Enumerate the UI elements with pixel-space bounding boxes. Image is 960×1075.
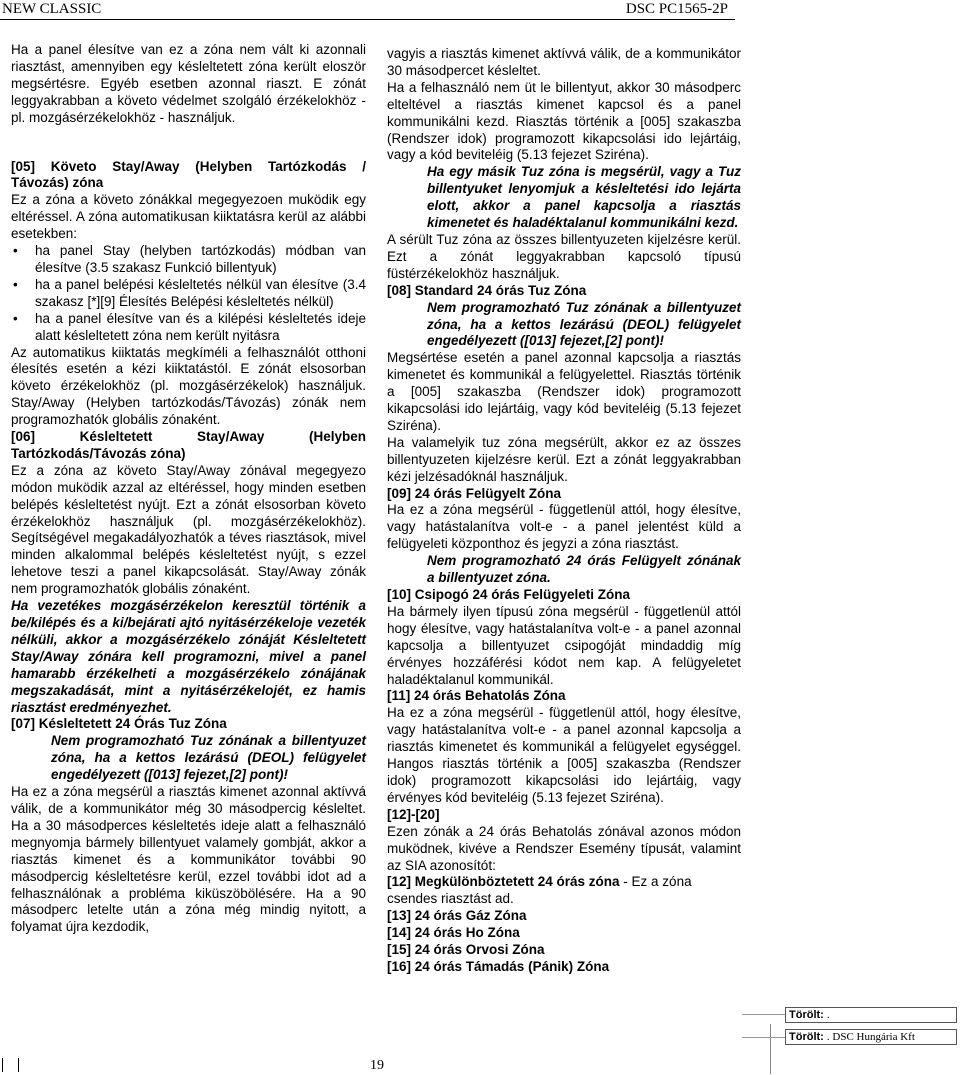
warning-note: Ha vezetékes mozgásérzékelon keresztül történik a be/kilépés és a ki/bejárati ajtó nyitásérzékeloje vezeték nélküli, akkor a mozgásérzékelo zónáját Késleltetett Stay/Away zónára kell programozni, mivel a panel hamarabb érzékelheti a mozgásérzékelo zónájának megszakadását, mint a nyitásérzékelojét, ez hamis riasztást eredményezhet. bbox=[11, 598, 366, 715]
header-left: NEW CLASSIC bbox=[2, 1, 102, 17]
deleted-label: Törölt: bbox=[789, 1031, 824, 1043]
paragraph: Ezen zónák a 24 órás Behatolás zónával azonos módon muködnek, kivéve a Rendszer Esemény típusát, valamint az SIA azonosítót: bbox=[387, 823, 741, 873]
header-rule bbox=[0, 19, 735, 20]
paragraph: Ha bármely ilyen típusú zóna megsérül - függetlenül attól hogy élesítve, vagy hatástalanítva volt-e - a panel azonnal kapcsolja a billentyuzet csipogóját mindaddig míg érvényes hozzáférési kódot nem kap. A felügyeletet haladéktalanul kommunikál. bbox=[387, 603, 741, 687]
paragraph: Ez a zóna az követo Stay/Away zónával megegyezo módon muködik azzal az eltéréssel, hogy minden esetben belépés késleltetést nyújt. Ezt a zónát elsosorban követo érzékelokhöz használjuk (pl. mozgásérzékelokhöz). Segítségével megakadályozhatók a téves riasztások, mivel minden alkalommal belépés késleltetést nyújt, s ezzel lehetove teszi a panel kikapcsolását. Stay/Away zónák nem programozhatók globális zónaként. bbox=[11, 462, 366, 597]
section-heading: [06] Késleltetett Stay/Away (Helyben Tartózkodás/Távozás zóna) bbox=[11, 429, 366, 461]
paragraph: Ez a zóna a követo zónákkal megegyezoen muködik egy eltéréssel. A zóna automatikusan kiiktatásra kerül az alábbi esetekben: bbox=[11, 192, 366, 242]
zone-heading: [14] 24 órás Ho Zóna bbox=[387, 925, 520, 941]
spacer bbox=[11, 143, 366, 159]
section-heading: [10] Csipogó 24 órás Felügyeleti Zóna bbox=[387, 587, 631, 602]
change-bar bbox=[2, 1058, 3, 1072]
paragraph: Megsértése esetén a panel azonnal kapcsolja a riasztás kimenetet és kommunikál a felügyelettel. Riasztás történik a [005] szakaszba (Rendszer idok) programozott kikapcsolási ido lejártáig, vagy kód beviteléig (5.13 fejezet Sziréna). bbox=[387, 350, 741, 433]
zone-heading: [15] 24 órás Orvosi Zóna bbox=[387, 942, 545, 958]
margin-rule bbox=[770, 1024, 771, 1074]
deleted-label: Törölt: bbox=[789, 1009, 824, 1021]
paragraph: Ha valamelyik tuz zóna megsérült, akkor ez az összes billentyuzeten kijelzésre kerül. Ezt a zónát leggyakrabban kézi jelzésadóknál használjuk. bbox=[387, 434, 741, 484]
paragraph: Az automatikus kiiktatás megkíméli a felhasználót otthoni élesítés esetén a kézi kiiktatástól. E zónát elsosorban követo érzékelokhöz (pl. mozgásérzékelok) használjuk. Stay/Away (Helyben tartózkodás/Távozás) zónák nem programozhatók globális zónaként. bbox=[11, 344, 366, 428]
section-heading: [05] Követo Stay/Away (Helyben Tartózkodás / Távozás) zóna bbox=[11, 158, 366, 191]
left-column bbox=[11, 42, 366, 936]
bullet-item: • ha panel Stay (helyben tartózkodás) módban van élesítve (3.5 szakasz Funkció billentyuk) bbox=[11, 243, 366, 277]
section-heading: [08] Standard 24 órás Tuz Zóna bbox=[387, 282, 587, 298]
deleted-comment bbox=[785, 1029, 957, 1045]
zone-description: - Ez a zóna csendes riasztást ad. bbox=[387, 874, 692, 907]
spacer bbox=[11, 127, 366, 143]
deleted-value: . DSC Hungária Kft bbox=[826, 1031, 915, 1043]
comment-connector bbox=[742, 1014, 785, 1015]
paragraph: Ha ez a zóna megsérül a riasztás kimenet azonnal aktívvá válik, de a kommunikátor még 30 másodpercig késleltet. Ha a 30 másodperces késleltetés ideje alatt a felhasználó megnyomja bármely billentyuet valamely gombját, akkor a riasztás kimenet és a kommunikátor további 90 másodpercig késleltetésre kerül, ezzel további idot ad a felhasználónak a probléma kiküszöbölésére. Ha a 90 másodperc letelte után a zóna még mindig nyitott, a folyamat újra kezdodik, bbox=[11, 784, 366, 935]
page-header bbox=[0, 0, 960, 19]
page-number: 19 bbox=[370, 1058, 384, 1073]
paragraph: Ha a felhasználó nem üt le billentyut, akkor 30 másodperc elteltével a riasztás kimenet kapcsol és a panel kommunikálni kezd. Riasztás történik a [005] szakaszba (Rendszer idok) programozott kikapcsolási ido lejártáig, vagy a kód beviteléig (5.13 fejezet Sziréna). bbox=[387, 79, 741, 163]
paragraph: vagyis a riasztás kimenet aktívvá válik, de a kommunikátor 30 másodpercet késleltet. bbox=[387, 46, 741, 78]
warning-note: Ha egy másik Tuz zóna is megsérül, vagy a Tuz billentyuket lenyomjuk a késleltetési ido lejárta elott, akkor a panel kapcsolja a riasztás kimenetet és haladéktalanul kommunikálni kezd. bbox=[427, 164, 741, 231]
paragraph: Ha ez a zóna megsérül - függetlenül attól, hogy élesítve, vagy hatástalanítva volt-e - a panel azonnal kapcsolja a riasztás kimenetet és kommunikál a felügyelet egységgel. Hangos riasztás történik a [005] szakaszba (Rendszer idok) programozott kikapcsolási ido lejártáig, vagy érvényes kód beviteléig (5.13 fejezet Sziréna). bbox=[387, 705, 741, 805]
section-heading: [12]-[20] bbox=[387, 806, 440, 822]
deleted-value: . bbox=[826, 1009, 830, 1021]
change-bar bbox=[18, 1058, 19, 1072]
section-heading: [07] Késleltetett 24 Órás Tuz Zóna bbox=[11, 716, 227, 732]
comment-connector bbox=[742, 1037, 785, 1038]
header-right: DSC PC1565-2P bbox=[625, 1, 728, 17]
warning-note: Nem programozható Tuz zónának a billentyuzet zóna, ha a kettos lezárású (DEOL) felügyelet engedélyezett ([013] fejezet,[2] pont)! bbox=[51, 733, 366, 783]
right-column bbox=[387, 46, 741, 976]
paragraph: A sérült Tuz zóna az összes billentyuzeten kijelzésre kerül. Ezt a zónát leggyakrabban kapcsoló típusú füstérzékelokhöz használjuk. bbox=[387, 231, 741, 281]
section-heading: [11] 24 órás Behatolás Zóna bbox=[387, 688, 566, 704]
warning-note: Nem programozható 24 órás Felügyelt zónának a billentyuzet zóna. bbox=[427, 553, 741, 586]
paragraph: Ha ez a zóna megsérül - függetlenül attól, hogy élesítve, vagy hatástalanítva volt-e - a panel jelentést küld a felügyeleti központhoz és jegyzi a zóna riasztást. bbox=[387, 502, 741, 552]
bullet-item: • ha a panel élesítve van és a kilépési késleltetés ideje alatt késleltetett zóna nem került nyitásra bbox=[11, 311, 366, 345]
warning-note: Nem programozható Tuz zónának a billentyuzet zóna, ha a kettos lezárású (DEOL) felügyelet engedélyezett ([013] fejezet,[2] pont)! bbox=[427, 299, 741, 349]
deleted-comment bbox=[785, 1007, 957, 1023]
bullet-item: • ha a panel belépési késleltetés nélkül van élesítve (3.4 szakasz [*][9] Élesítés Belépési késleltetés nélkül) bbox=[11, 277, 366, 311]
zone-line bbox=[387, 874, 741, 908]
paragraph: Ha a panel élesítve van ez a zóna nem vált ki azonnali riasztást, amennyiben egy késleltetett zóna került eloször megsértésre. Egyéb esetben azonnal riaszt. E zónát leggyakrabban a követo védelmet szolgáló érzékelokhöz - pl. mozgásérzékelokhöz - használjuk. bbox=[11, 42, 366, 125]
zone-heading: [12] Megkülönböztetett 24 órás zóna bbox=[387, 874, 620, 890]
section-heading: [09] 24 órás Felügyelt Zóna bbox=[387, 485, 562, 501]
zone-heading: [13] 24 órás Gáz Zóna bbox=[387, 908, 527, 924]
zone-heading: [16] 24 órás Támadás (Pánik) Zóna bbox=[387, 958, 610, 974]
